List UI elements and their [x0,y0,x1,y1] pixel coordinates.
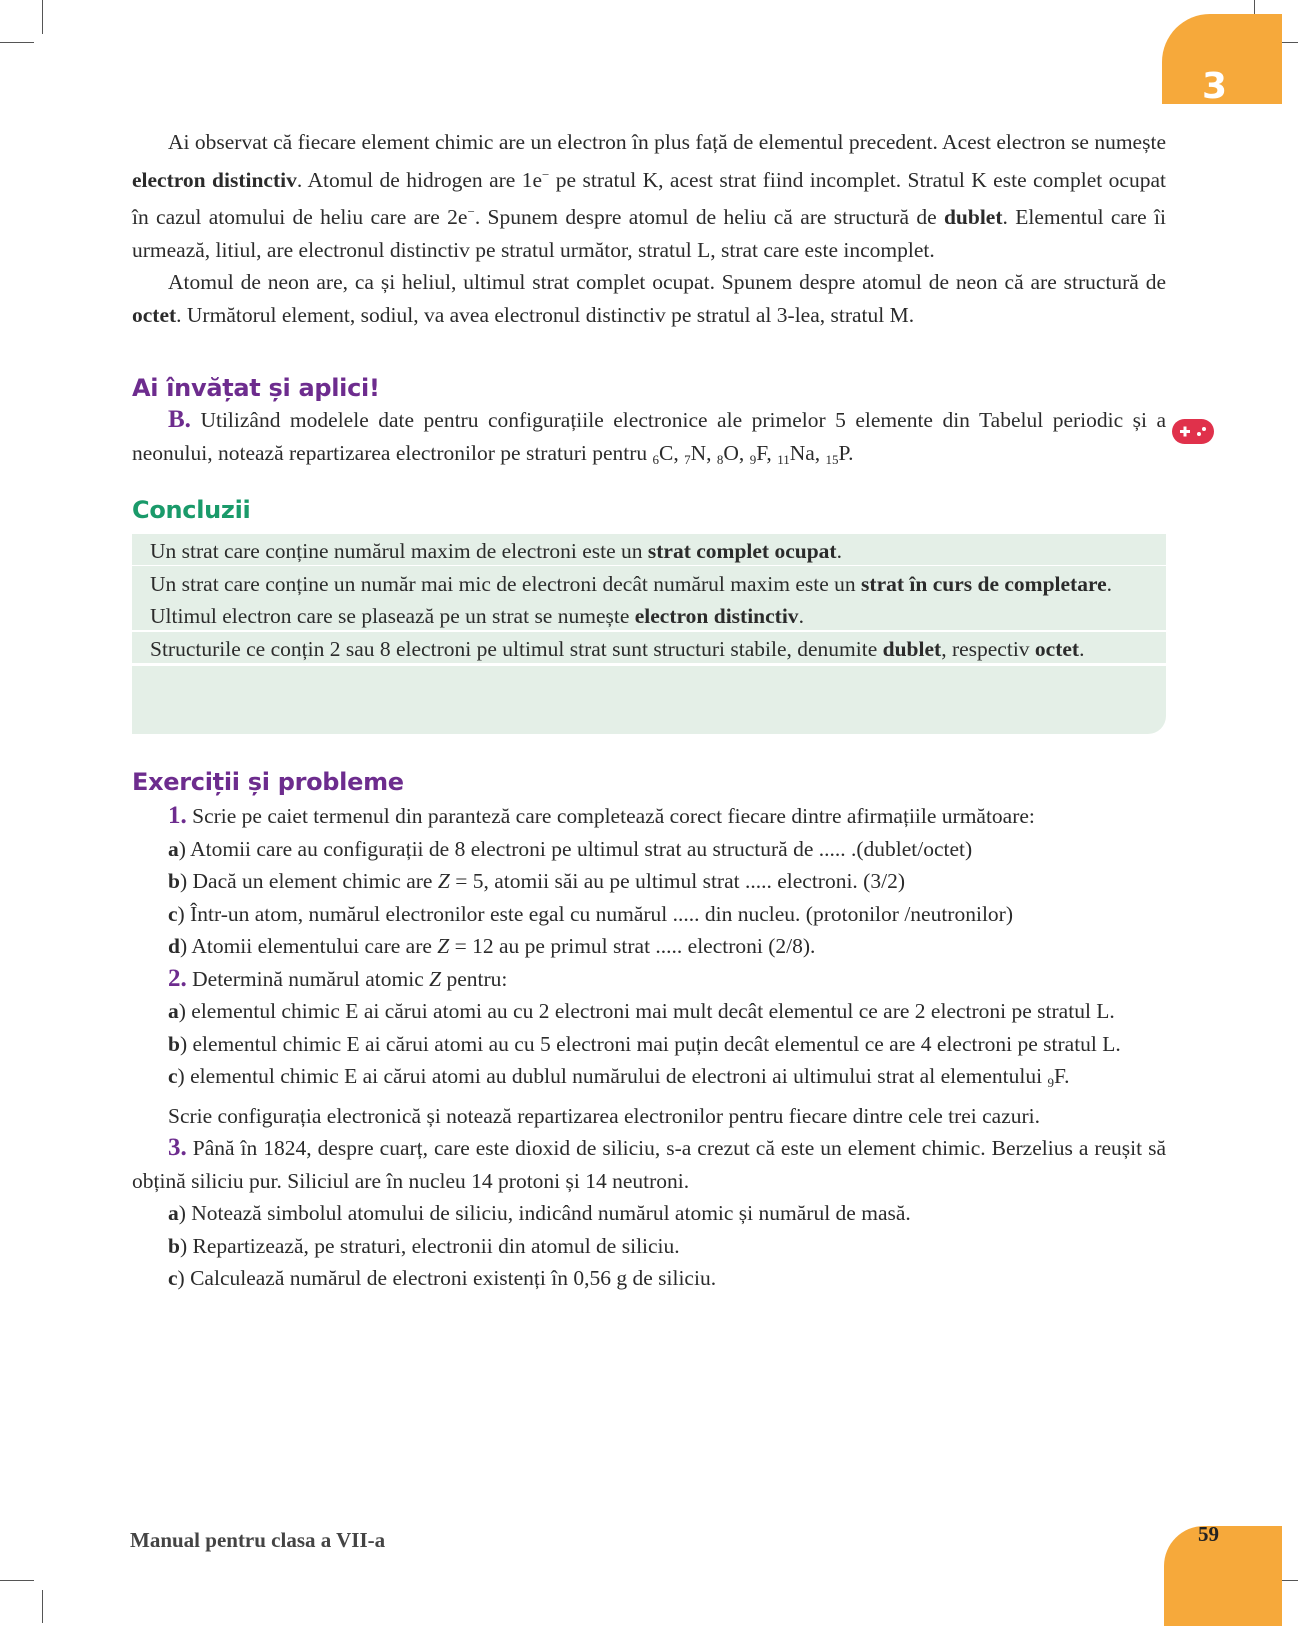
atomic-number: 8 [716,451,724,467]
intro-paragraph-1: Ai observat că fiecare element chimic are un electron în plus față de elementul precedent. Acest electron se numește electron distinctiv. Atomul de hidrogen are 1e− pe stratul K, acest strat fiind incomplet. Stratul K este complet ocupat în cazul atomului de heliu care are 2e−. Spunem despre atomul de heliu că are structură de dublet. Elementul care îi urmează, litiul, are electronul distinctiv pe stratul următor, stratul L, strat care este incomplet. [132,130,1166,262]
conclusion-item: Structurile ce conțin 2 sau 8 electroni pe ultimul strat sunt structuri stabile, denumite dublet, respectiv octet. [150,636,1085,661]
conclusion-item: Ultimul electron care se plasează pe un strat se numește electron distinctiv. [150,604,804,628]
atomic-number: 15 [825,451,839,467]
exercise-1-c: c) Într-un atom, numărul electronilor este egal cu numărul ..... din nucleu. (protonilor /neutronilor) [168,901,1013,926]
footer-title: Manual pentru clasa a VII-a [130,1528,386,1552]
element-symbol: C, [659,440,685,465]
element-symbol: N, [690,440,717,465]
intro-paragraph-2: Atomul de neon are, ca și heliul, ultimul strat complet ocupat. Spunem despre atomul de neon că are structură de octet. Următorul element, sodiul, va avea electronul distinctiv pe stratul al 3-lea, stratul M. [132,270,1166,327]
crop-mark [42,1590,43,1623]
exercise-3: 3. Până în 1824, despre cuarț, care este dioxid de siliciu, s-a crezut că este un element chimic. Berzelius a reușit să obțină siliciu pur. Siliciul are în nucleu 14 protoni și 14 neutroni. [132,1134,1166,1193]
exercises-section [132,800,1166,1295]
element-symbol: F, [756,440,778,465]
element-symbol: O, [723,440,750,465]
apply-heading: Ai învățat și aplici! [132,374,380,402]
exercise-3-c: c) Calculează numărul de electroni existenți în 0,56 g de siliciu. [168,1266,717,1290]
exercise-2-a: a) elementul chimic E ai cărui atomi au cu 2 electroni mai mult decât elementul ce are 2 electroni pe stratul L. [168,999,1115,1023]
atomic-number: 7 [684,451,691,467]
apply-section [132,404,1166,476]
atomic-number: 11 [777,451,790,467]
chapter-number: 3 [1202,66,1228,107]
exercises-heading: Exerciții și probleme [132,768,404,796]
exercise-2: 2. Determină numărul atomic Z pentru: [168,964,508,992]
exercise-1-d: d) Atomii elementului care are Z = 12 au pe primul strat ..... electroni (2/8). [168,934,816,958]
exercise-1-a: a) Atomii care au configurații de 8 electroni pe ultimul strat au structură de ..... .(dublet/octet) [168,836,973,861]
conclusions-heading: Concluzii [132,496,251,524]
chapter-tab [1162,14,1282,107]
crop-mark [42,0,43,34]
exercise-3-a: a) Notează simbolul atomului de siliciu, indicând numărul atomic și numărul de masă. [168,1201,911,1225]
conclusion-item: Un strat care conține un număr mai mic de electroni decât numărul maxim este un strat în curs de completare. [150,571,1113,596]
atomic-number: 9 [749,451,757,467]
page-tab [1164,1526,1282,1626]
atomic-number: 6 [652,451,660,467]
page-number: 59 [1198,1522,1219,1546]
intro-section [132,126,1166,331]
crop-mark [0,1580,34,1581]
element-symbol: P. [838,440,854,465]
exercise-1-b: b) Dacă un element chimic are Z = 5, atomii săi au pe ultimul strat ..... electroni. (3/2) [168,869,905,893]
apply-text: B. Utilizând modelele date pentru configurațiile electronice ale primelor 5 elemente din Tabelul periodic și a neonului, notează repartizarea electronilor pe straturi pentru $_6$C, $_7$N, $_8$O, $_9$F, $_{11}$Na, $_{15}$P. [132,406,1167,467]
exercise-1: 1. Scrie pe caiet termenul din paranteză care completează corect fiecare dintre afirmațiile următoare: [168,802,1035,829]
element-symbol: Na, [789,440,826,465]
game-controller-icon [1172,419,1214,444]
exercise-3-b: b) Repartizează, pe straturi, electronii din atomul de siliciu. [168,1233,680,1258]
exercise-2-extra: Scrie configurația electronică și notează repartizarea electronilor pentru fiecare dintre cele trei cazuri. [168,1103,1041,1128]
conclusions-list [150,535,1148,665]
exercise-2-b: b) elementul chimic E ai cărui atomi au cu 5 electroni mai puțin decât elementul ce are 4 electroni pe stratul L. [168,1031,1121,1056]
crop-mark [0,42,34,43]
exercise-2-c: c) elementul chimic E ai cărui atomi au dublul numărului de electroni ai ultimului strat al elementului $_9$F. [168,1064,1070,1090]
conclusion-item: Un strat care conține numărul maxim de electroni este un strat complet ocupat. [150,539,842,563]
